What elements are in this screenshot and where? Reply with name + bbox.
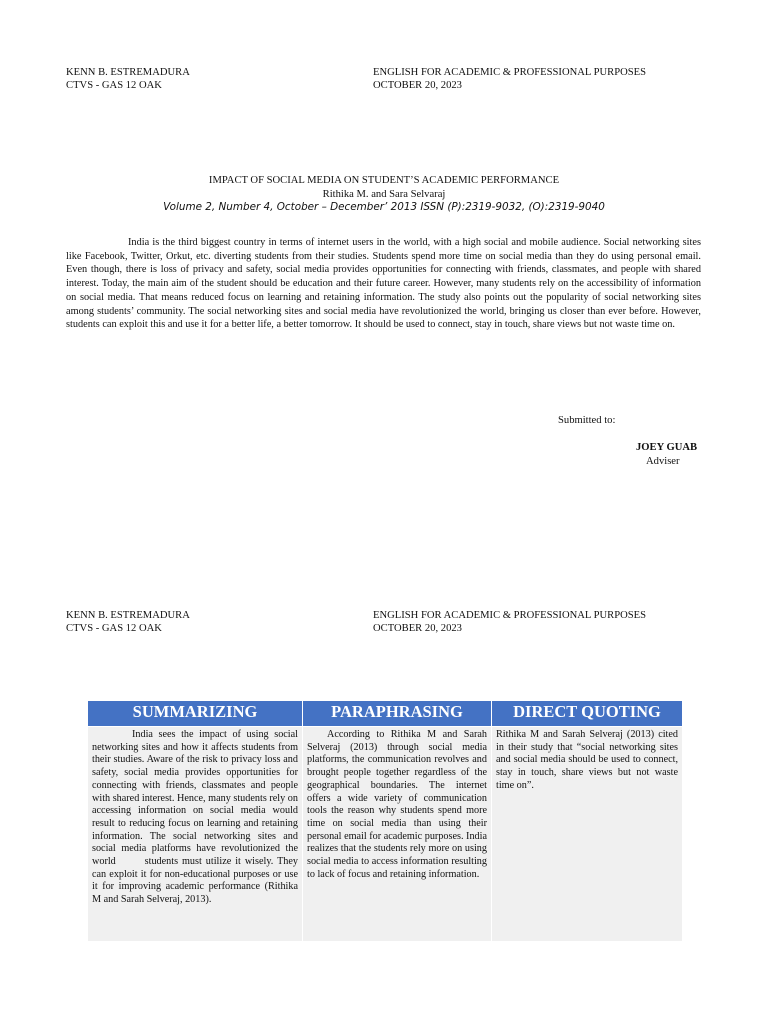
- summarizing-text-b: students must utilize it wisely. They can exploit it for non-educational purposes or use it for improving academic performance (Rithika M and Sarah Selveraj, 2013).: [92, 856, 299, 906]
- adviser-name: JOEY GUAB: [636, 442, 698, 453]
- summarizing-hidden-word: India: [119, 856, 141, 868]
- summarizing-column: [88, 701, 302, 941]
- document-date: OCTOBER 20, 2023: [373, 623, 462, 634]
- summarizing-text-a: India sees the impact of using social networking sites and how it affects students from their studies. Aware of the risk to privacy loss and safety, social media provides opportunities for connecting with friends, classmates and people with shared interest. Hence, many students rely on accessing information on social media would result to reducing focus on learning and retaining information. The social networking sites and social media platforms have revolutionized the world: [92, 729, 298, 868]
- summarizing-text: [88, 727, 302, 941]
- paraphrasing-text: [303, 727, 491, 941]
- student-name: KENN B. ESTREMADURA: [66, 67, 190, 78]
- header-left: [66, 609, 366, 635]
- submitted-to-label: Submitted to:: [558, 415, 616, 426]
- comparison-table: [88, 701, 681, 941]
- student-name: KENN B. ESTREMADURA: [66, 610, 190, 621]
- direct-quoting-text: Rithika M and Sarah Selveraj (2013) cited in their study that “social networking sites and social media should be used to connect, stay in touch, share views but not waste time on”.: [492, 727, 682, 941]
- header-right: [373, 609, 713, 635]
- article-authors: Rithika M. and Sara Selvaraj: [322, 188, 446, 200]
- article-abstract: [66, 236, 701, 332]
- article-title: IMPACT OF SOCIAL MEDIA ON STUDENT’S ACADEMIC PERFORMANCE: [208, 175, 560, 186]
- course-name: ENGLISH FOR ACADEMIC & PROFESSIONAL PURPOSES: [373, 610, 647, 621]
- header-right: [373, 66, 713, 92]
- direct-quoting-column: [492, 701, 682, 941]
- summarizing-heading: SUMMARIZING: [88, 701, 302, 726]
- adviser-role: Adviser: [646, 456, 680, 467]
- paraphrasing-heading: PARAPHRASING: [303, 701, 491, 726]
- article-citation: [66, 174, 702, 215]
- direct-quoting-heading: DIRECT QUOTING: [492, 701, 682, 726]
- paraphrasing-text-content: According to Rithika M and Sarah Selveraj (2013) through social media platforms, the communication revolves and brought people together regardless of the geographical boundaries. The internet offers a wide variety of communication tools the reason why students spend more time on social media than using their personal email for academic purposes. India realizes that the students rely more on using social media to access information resulting to lack of focus and retaining information.: [307, 729, 487, 880]
- abstract-text: India is the third biggest country in terms of internet users in the world, with a high social and mobile audience. Social networking sites like Facebook, Twitter, Orkut, etc. diverting students from their studies. Students spend more time on social media than they do using personal email. Even though, there is loss of privacy and safety, social media provides opportunities for connecting with friends, classmates, and people with shared interest. Today, the main aim of the student should be education and their future career. However, many students rely on the accessibility of information on social media. That means reduced focus on learning and retaining information. The study also points out the popularity of social networking sites among students’ community. The social networking sites and social media have revolutionized the world, bringing us closer than ever before. However, students can exploit this and use it for a better life, a better tomorrow. It should be used to connect, stay in touch, share views but not waste time on.: [66, 237, 701, 331]
- document-date: OCTOBER 20, 2023: [373, 80, 462, 91]
- paraphrasing-column: [303, 701, 491, 941]
- header-left: [66, 66, 366, 92]
- student-section: CTVS - GAS 12 OAK: [66, 80, 162, 91]
- course-name: ENGLISH FOR ACADEMIC & PROFESSIONAL PURPOSES: [373, 67, 647, 78]
- student-section: CTVS - GAS 12 OAK: [66, 623, 162, 634]
- article-volume: Volume 2, Number 4, October – December’ 2013 ISSN (P):2319-9032, (O):2319-9040: [163, 201, 605, 214]
